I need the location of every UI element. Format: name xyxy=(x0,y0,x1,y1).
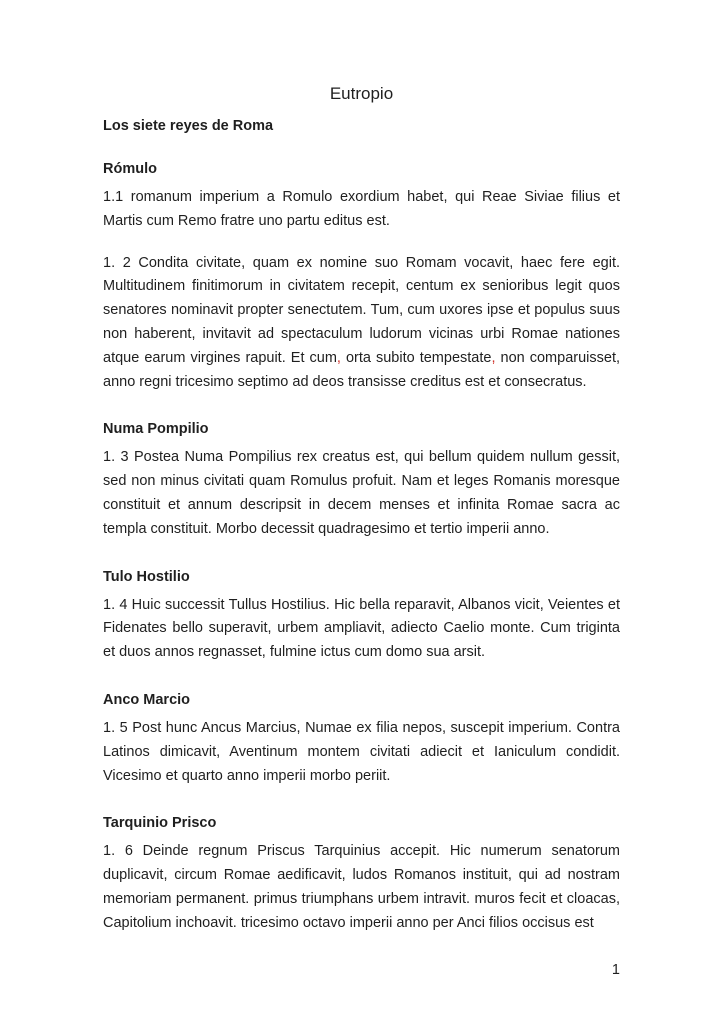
text-run: 1. 5 Post hunc Ancus Marcius, Numae ex filia nepos, suscepit imperium. Contra Latinos dimicavit, Aventinum montem civitati adiecit et Ianiculum condidit. Vicesimo et quarto anno imperii morbo periit. xyxy=(103,719,620,784)
paragraph xyxy=(103,594,620,665)
section-heading: Anco Marcio xyxy=(103,691,191,708)
text-run: 1. 4 Huic successit Tullus Hostilius. Hic bella reparavit, Albanos vicit, Veientes et Fidenates bello superavit, urbem ampliavit, adiecto Caelio monte. Cum triginta et duos annos regnasset, fulmine ictus cum domo sua arsit. xyxy=(103,596,620,661)
text-run: 1. 2 Condita civitate, quam ex nomine suo Romam vocavit, haec fere egit. Multitudinem finitimorum in civitatem recepit, centum ex senioribus legit quos senatores nominavit propter senectutem. Tum, cum uxores ipse et populus suus non haberent, invitavit ad spectaculum ludorum vicinas urbi Romae nationes atque earum virgines rapuit. Et cum xyxy=(103,254,620,366)
document-sections xyxy=(103,161,620,936)
text-run: 1.1 romanum imperium a Romulo exordium habet, qui Reae Siviae filius et Martis cum Remo fratre uno partu editus est. xyxy=(103,189,620,229)
paragraph xyxy=(103,186,620,234)
paragraph xyxy=(103,252,620,395)
paragraph xyxy=(103,840,620,935)
paragraph xyxy=(103,717,620,788)
text-run: orta subito tempestate xyxy=(340,349,492,366)
paragraph xyxy=(103,446,620,541)
section-heading: Rómulo xyxy=(103,161,157,177)
document-subtitle: Los siete reyes de Roma xyxy=(103,118,274,134)
text-run: 1. 6 Deinde regnum Priscus Tarquinius accepit. Hic numerum senatorum duplicavit, circum Romae aedificavit, ludos Romanos instituit, qui ad nostram memoriam permanent. primus triumphans urbem intravit. muros fecit et cloacas, Capitolium inchoavit. tricesimo octavo imperii anno per Anci filios occisus est xyxy=(103,843,620,931)
red-text-run: , xyxy=(491,349,496,366)
section-heading: Tulo Hostilio xyxy=(103,568,190,585)
text-run: non comparuisset, anno regni tricesimo septimo ad deos transisse creditus est et consecratus. xyxy=(103,349,620,390)
section-heading: Tarquinio Prisco xyxy=(103,815,217,832)
page-number: 1 xyxy=(611,962,620,978)
red-text-run: , xyxy=(336,349,341,366)
section-heading: Numa Pompilio xyxy=(103,421,209,438)
document-title: Eutropio xyxy=(329,84,394,103)
text-run: 1. 3 Postea Numa Pompilius rex creatus est, qui bellum quidem nullum gessit, sed non minus civitati quam Romulus profuit. Nam et leges Romanis moresque constituit et annum descripsit in decem menses et infinita Romae sacra ac templa constituit. Morbo decessit quadragesimo et tertio imperii anno. xyxy=(103,449,620,537)
